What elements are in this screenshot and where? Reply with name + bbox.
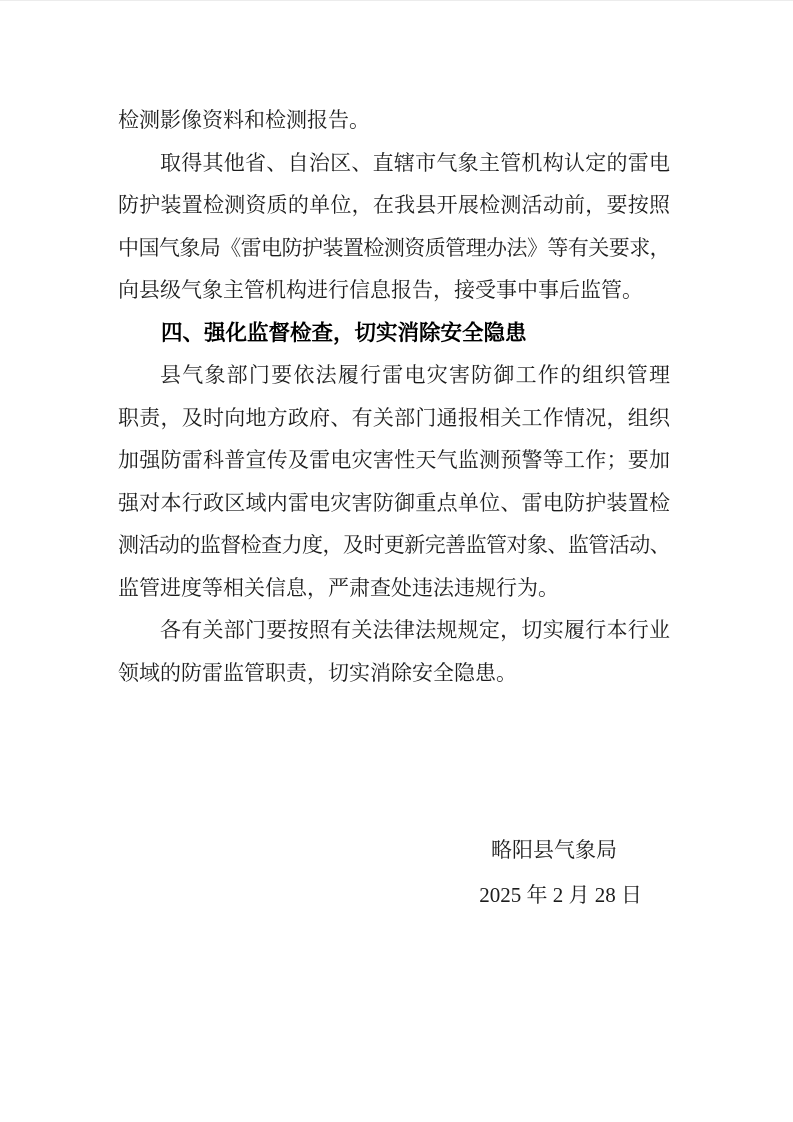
document-body <box>118 99 670 694</box>
paragraph-departments-line-2: 领域的防雷监管职责，切实消除安全隐患。 <box>118 660 517 685</box>
paragraph-supervision-line-1: 县气象部门要依法履行雷电灾害防御工作的组织管理 <box>160 363 670 387</box>
paragraph-license-line-4: 向县级气象主管机构进行信息报告，接受事中事后监管。 <box>118 278 643 302</box>
paragraph-license-line-1: 取得其他省、自治区、直辖市气象主管机构认定的雷电 <box>160 150 670 175</box>
signature-org: 略阳县气象局 <box>491 838 617 862</box>
signature-date: 2025 年 2 月 28 日 <box>479 883 642 907</box>
paragraph-supervision-line-4: 强对本行政区域内雷电灾害防御重点单位、雷电防护装置检 <box>118 490 670 515</box>
paragraph-supervision-line-6: 监管进度等相关信息，严肃查处违法违规行为。 <box>118 575 559 600</box>
paragraph-license-line-3: 中国气象局《雷电防护装置检测资质管理办法》等有关要求， <box>118 235 670 260</box>
signature-block <box>118 828 670 918</box>
paragraph-departments-line-1: 各有关部门要按照有关法律法规规定，切实履行本行业 <box>160 618 670 642</box>
paragraph-license-line-2: 防护装置检测资质的单位，在我县开展检测活动前，要按照 <box>118 193 670 217</box>
paragraph-supervision-line-3: 加强防雷科普宣传及雷电灾害性天气监测预警等工作；要加 <box>118 448 670 472</box>
paragraph-supervision-line-2: 职责，及时向地方政府、有关部门通报相关工作情况，组织 <box>118 405 670 430</box>
paragraph-carryover-line: 检测影像资料和检测报告。 <box>118 108 370 132</box>
paragraph-supervision-line-5: 测活动的监督检查力度，及时更新完善监管对象、监管活动、 <box>118 533 670 557</box>
section-heading: 四、强化监督检查，切实消除安全隐患 <box>161 320 527 345</box>
